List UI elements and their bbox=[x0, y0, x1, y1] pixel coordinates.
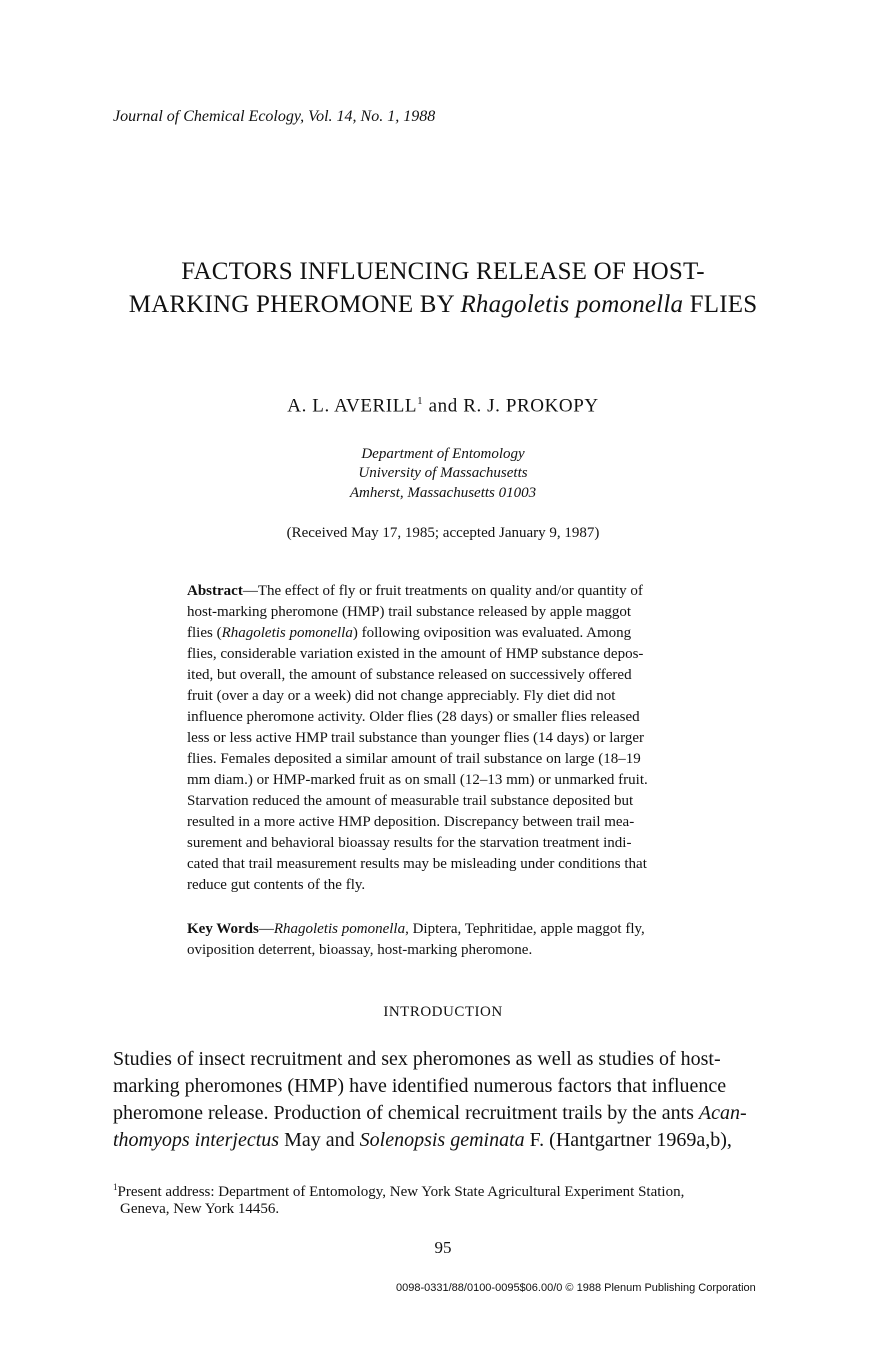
author-conjunction: and bbox=[423, 395, 464, 417]
species-name: thomyops interjectus bbox=[113, 1129, 280, 1151]
abstract-text: —The effect of fly or fruit treatments on quality and/or quantity of bbox=[242, 583, 643, 599]
body-text: F. (Hantgartner 1969a,b), bbox=[524, 1129, 732, 1151]
abstract-line: less or less active HMP trail substance than younger flies (14 days) or larger bbox=[187, 730, 644, 746]
abstract-text: flies ( bbox=[187, 625, 222, 641]
abstract-line: Starvation reduced the amount of measurable trail substance deposited but bbox=[187, 793, 634, 809]
abstract-line: fruit (over a day or a week) did not change appreciably. Fly diet did not bbox=[187, 688, 616, 704]
article-title-line-2 bbox=[0, 291, 886, 319]
section-heading: INTRODUCTION bbox=[383, 1004, 503, 1020]
footnote-mark: 1 bbox=[113, 1182, 118, 1192]
affiliation-university: University of Massachusetts bbox=[358, 465, 528, 481]
abstract-line: cated that trail measurement results may be misleading under conditions that bbox=[187, 856, 647, 872]
footnote-line: Geneva, New York 14456. bbox=[120, 1201, 280, 1217]
keywords-label: Key Words bbox=[187, 921, 259, 937]
received-dates: (Received May 17, 1985; accepted January 9, 1987) bbox=[286, 525, 600, 541]
body-text-line: Studies of insect recruitment and sex pheromones as well as studies of host- bbox=[113, 1048, 721, 1070]
body-text-line bbox=[113, 1102, 747, 1125]
species-name: Solenopsis geminata bbox=[359, 1129, 525, 1151]
page-number: 95 bbox=[434, 1238, 452, 1257]
abstract-text: ) following oviposition was evaluated. Among bbox=[352, 625, 632, 641]
title-text: MARKING PHEROMONE BY bbox=[128, 291, 461, 318]
footnote-line bbox=[113, 1182, 684, 1201]
species-name: Rhagoletis pomonella bbox=[273, 921, 406, 937]
copyright-line: 0098-0331/88/0100-0095$06.00/0 © 1988 Plenum Publishing Corporation bbox=[396, 1282, 756, 1294]
abstract-line: mm diam.) or HMP-marked fruit as on small (12–13 mm) or unmarked fruit. bbox=[187, 772, 648, 788]
footnote-text: Present address: Department of Entomology, New York State Agricultural Experiment Station, bbox=[117, 1184, 685, 1200]
abstract-line bbox=[187, 625, 631, 642]
body-text: May and bbox=[279, 1129, 360, 1151]
keywords-line: oviposition deterrent, bioassay, host-marking pheromone. bbox=[187, 942, 533, 958]
author-name: A. L. AVERILL bbox=[287, 395, 418, 417]
species-name: Rhagoletis pomonella bbox=[221, 625, 353, 641]
author-list bbox=[0, 395, 886, 417]
abstract-line: flies, considerable variation existed in the amount of HMP substance depos- bbox=[187, 646, 644, 662]
title-text: FLIES bbox=[683, 291, 758, 318]
abstract-line: surement and behavioral bioassay results for the starvation treatment indi- bbox=[187, 835, 632, 851]
keywords-dash: — bbox=[258, 921, 274, 937]
abstract-line: resulted in a more active HMP deposition. Discrepancy between trail mea- bbox=[187, 814, 635, 830]
author-name: R. J. PROKOPY bbox=[463, 395, 599, 417]
keywords-line bbox=[187, 921, 645, 938]
title-species-name: Rhagoletis pomonella bbox=[460, 291, 684, 318]
abstract-line: flies. Females deposited a similar amount of trail substance on large (18–19 bbox=[187, 751, 641, 767]
affiliation-address: Amherst, Massachusetts 01003 bbox=[349, 485, 537, 501]
abstract-line: host-marking pheromone (HMP) trail substance released by apple maggot bbox=[187, 604, 632, 620]
species-name: Acan- bbox=[698, 1102, 747, 1124]
body-text-line: marking pheromones (HMP) have identified numerous factors that influence bbox=[113, 1075, 727, 1097]
abstract-line: influence pheromone activity. Older flies (28 days) or smaller flies released bbox=[187, 709, 640, 725]
journal-citation: Journal of Chemical Ecology, Vol. 14, No. 1, 1988 bbox=[113, 108, 436, 125]
abstract-line: reduce gut contents of the fly. bbox=[187, 877, 366, 893]
body-text: pheromone release. Production of chemical recruitment trails by the ants bbox=[113, 1102, 699, 1124]
footnote-mark: 1 bbox=[417, 395, 424, 407]
abstract-line bbox=[187, 583, 643, 600]
abstract-line: ited, but overall, the amount of substance released on successively offered bbox=[187, 667, 632, 683]
keywords-text: , Diptera, Tephritidae, apple maggot fly, bbox=[405, 921, 645, 937]
body-text-line bbox=[113, 1129, 732, 1152]
article-title-line-1: FACTORS INFLUENCING RELEASE OF HOST- bbox=[181, 258, 705, 285]
affiliation-department: Department of Entomology bbox=[361, 446, 525, 462]
abstract-label: Abstract bbox=[187, 583, 243, 599]
